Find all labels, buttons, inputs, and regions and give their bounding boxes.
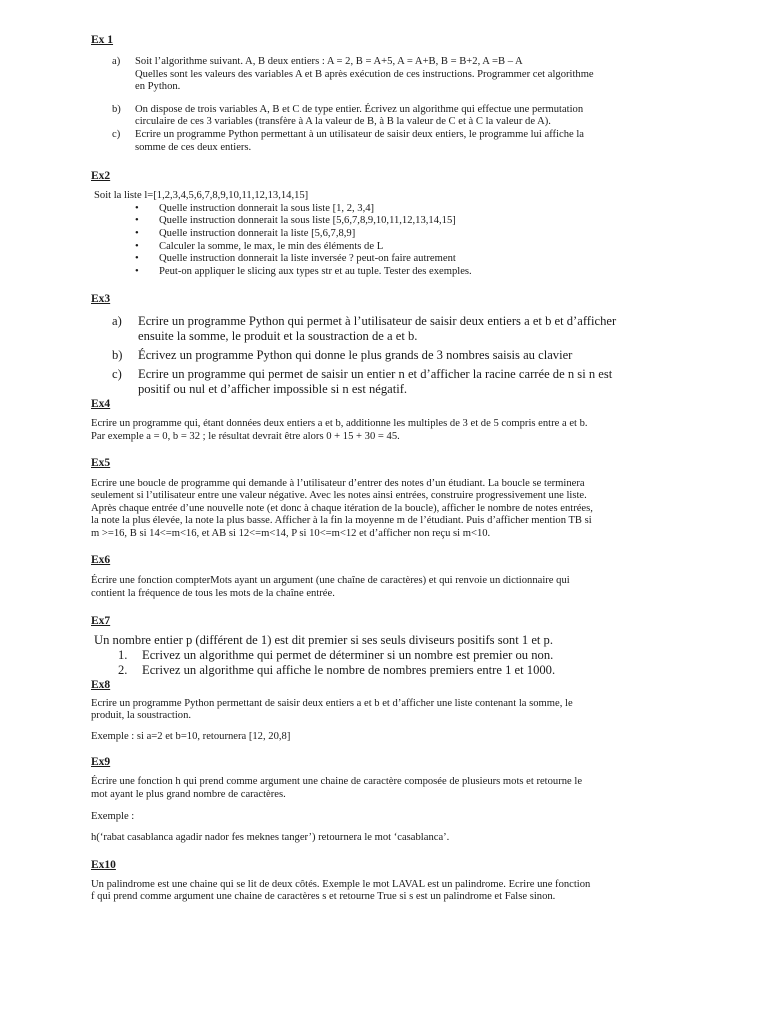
ex1-item-c: c) Ecrire un programme Python permettant à un utilisateur de saisir deux entiers, le programme lui affiche la somme de ces deux entiers. (112, 128, 585, 153)
ex5-title: Ex5 (91, 456, 111, 469)
ex3-item-c: c) Ecrire un programme qui permet de saisir un entier n et d’afficher la racine carrée de n si n est positif ou nul et d’afficher impossible si n est négatif. (112, 367, 613, 397)
list-item: • Peut-on appliquer le slicing aux types str et au tuple. Tester des exemples. (135, 265, 472, 277)
ex4-title: Ex4 (91, 398, 111, 411)
list-item: • Quelle instruction donnerait la sous liste [1, 2, 3,4] (135, 202, 375, 214)
ex1-item-b: b) On dispose de trois variables A, B et C de type entier. Écrivez un algorithme qui effectue une permutation circulaire de ces 3 variables (transfère à A la valeur de B, à B la valeur de C et à C la valeur de A). (112, 103, 584, 128)
ex9-body: Écrire une fonction h qui prend comme argument une chaine de caractère composée de plusieurs mots et retourne le mot ayant le plus grand nombre de caractères. (91, 776, 583, 801)
ex9-example: h(‘rabat casablanca agadir nador fes meknes tanger’) retournera le mot ‘casablanca’. (91, 832, 450, 844)
ex3-item-a: a) Ecrire un programme Python qui permet à l’utilisateur de saisir deux entiers a et b et d’afficher ensuite la somme, le produit et la soustraction de a et b. (112, 314, 617, 344)
ex3-title: Ex3 (91, 293, 111, 306)
ex2-bullet-list (91, 203, 677, 279)
ex6-title: Ex6 (91, 554, 111, 567)
ex7-item-1: 1. Ecrivez un algorithme qui permet de déterminer si un nombre est premier ou non. (118, 647, 554, 662)
ex7-title: Ex7 (91, 614, 111, 627)
ex4-body: Ecrire un programme qui, étant données deux entiers a et b, additionne les multiples de 3 et de 5 compris entre a et b. Par exemple a = 0, b = 32 ; le résultat devrait être alors 0 + 15 + 30 = 45. (91, 418, 588, 442)
ex3-item-b: b) Écrivez un programme Python qui donne le plus grands de 3 nombres saisis au clavier (112, 348, 573, 363)
ex1-item-a: a) Soit l’algorithme suivant. A, B deux entiers : A = 2, B = A+5, A = A+B, B = B+2, A =B – A Quelles sont les valeurs des variables A et B après exécution de ces instructions. Programmer cet algorithme en Python. (112, 56, 594, 93)
ex10-body: Un palindrome est une chaine qui se lit de deux côtés. Exemple le mot LAVAL est un palindrome. Ecrire une fonction f qui prend comme argument une chaine de caractères s et retourne True si s est un palindrome et False sinon. (91, 878, 591, 903)
ex7-intro: Un nombre entier p (différent de 1) est dit premier si ses seuls diviseurs positifs sont 1 et p. (94, 632, 554, 647)
ex7-item-2: 2. Ecrivez un algorithme qui affiche le nombre de nombres premiers entre 1 et 1000. (118, 662, 556, 677)
list-item: • Calculer la somme, le max, le min des éléments de L (135, 240, 384, 252)
ex2-title: Ex2 (91, 170, 111, 183)
ex2-intro: Soit la liste l=[1,2,3,4,5,6,7,8,9,10,11,12,13,14,15] (94, 190, 309, 202)
ex8-example: Exemple : si a=2 et b=10, retournera [12, 20,8] (91, 730, 291, 742)
ex1-title: Ex 1 (91, 34, 114, 46)
document-content (91, 33, 677, 904)
list-item: • Quelle instruction donnerait la liste [5,6,7,8,9] (135, 227, 356, 239)
ex8-title: Ex8 (91, 678, 111, 691)
ex9-title: Ex9 (91, 756, 111, 769)
list-item: • Quelle instruction donnerait la liste inversée ? peut-on faire autrement (135, 253, 456, 265)
ex5-body: Ecrire une boucle de programme qui demande à l’utilisateur d’entrer des notes d’un étudiant. La boucle se terminera seulement si l’utilisateur entre une valeur négative. Avec les notes ainsi entrées, construire progressivement une liste. Après chaque entrée d’une nouvelle note (et donc à chaque itération de la boucle), afficher le nombre de notes entrées, la note la plus élevée, la note la plus basse. Afficher à la fin la moyenne m de l’étudiant. Puis d’afficher mention TB si m >=16, B si 14<=m<16, et AB si 12<=m<14, P si 10<=m<12 et d’afficher non reçu si m<10. (91, 477, 593, 539)
ex9-example-label: Exemple : (91, 810, 135, 822)
ex6-body: Écrire une fonction compterMots ayant un argument (une chaîne de caractères) et qui renvoie un dictionnaire qui contient la fréquence de tous les mots de la chaîne entrée. (91, 575, 570, 600)
list-item: • Quelle instruction donnerait la sous liste [5,6,7,8,9,10,11,12,13,14,15] (135, 215, 456, 227)
ex8-body: Ecrire un programme Python permettant de saisir deux entiers a et b et d’afficher une liste contenant la somme, le produit, la soustraction. (91, 697, 573, 722)
ex10-title: Ex10 (91, 858, 116, 871)
